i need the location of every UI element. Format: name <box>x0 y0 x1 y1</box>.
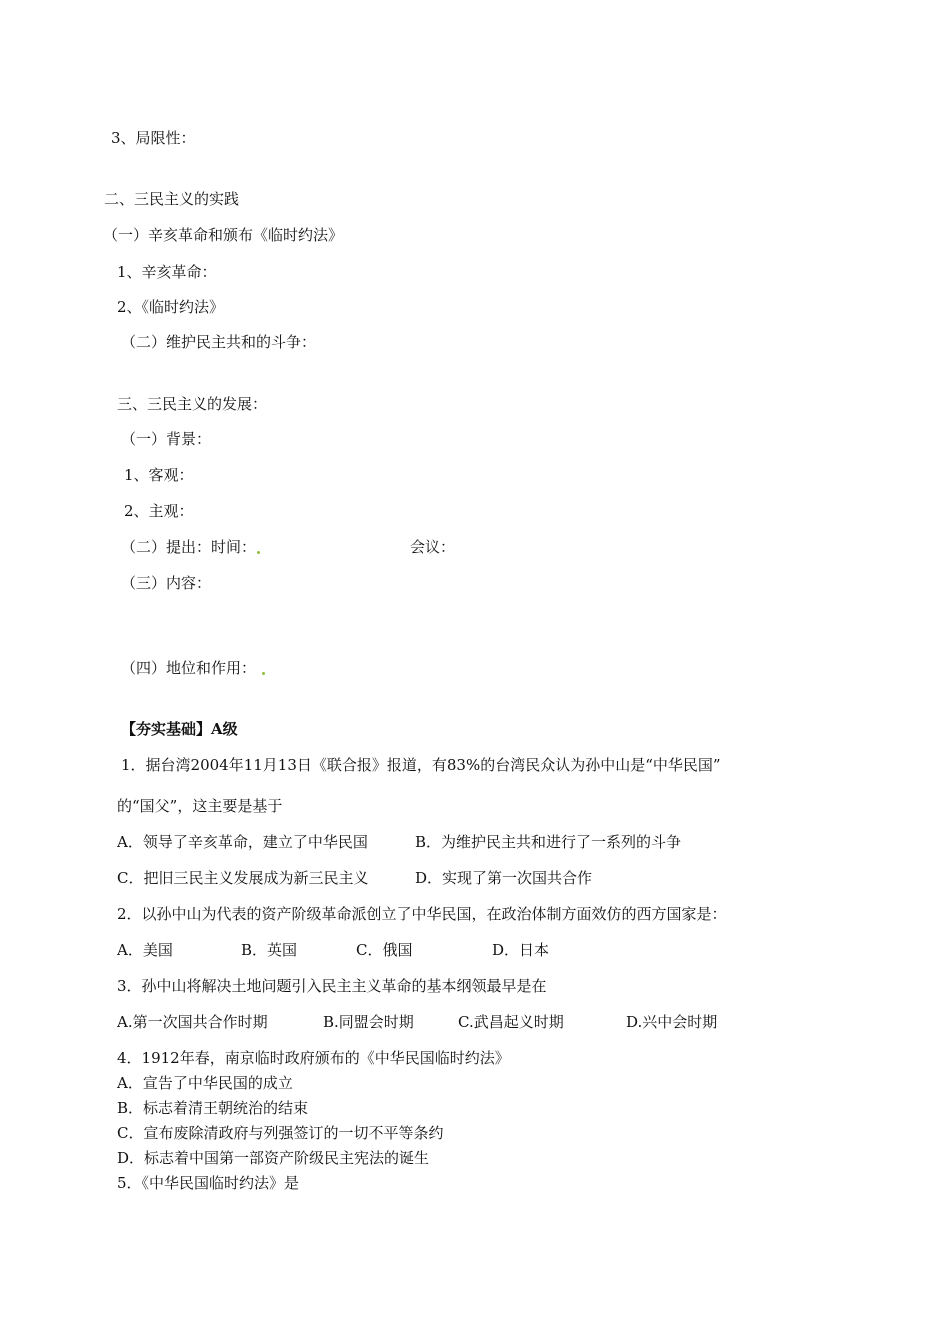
question-3-option-a: A.第一次国共合作时期 <box>117 1013 268 1031</box>
outline-content: （三）内容： <box>121 574 212 592</box>
question-1-option-a: A．领导了辛亥革命，建立了中华民国 <box>117 833 368 851</box>
question-3-option-b: B.同盟会时期 <box>323 1013 414 1031</box>
ink-dot <box>257 551 260 554</box>
question-5: 5．《中华民国临时约法》是 <box>117 1174 300 1192</box>
outline-subsection-1: （一）辛亥革命和颁布《临时约法》 <box>103 226 344 244</box>
question-1-option-d: D．实现了第一次国共合作 <box>415 869 593 887</box>
question-2-option-a: A．美国 <box>117 941 173 959</box>
outline-item-xinhai: 1、辛亥革命： <box>117 263 217 281</box>
question-1-line-1: 1．据台湾2004年11月13日《联合报》报道，有83%的台湾民众认为孙中山是“中华民国” <box>121 756 721 774</box>
ink-dot <box>262 672 265 675</box>
question-2-option-c: C．俄国 <box>356 941 413 959</box>
outline-proposal-meeting: 会议： <box>410 538 456 556</box>
outline-status-role <box>121 658 266 678</box>
question-3-option-c: C.武昌起义时期 <box>458 1013 564 1031</box>
question-2: 2．以孙中山为代表的资产阶级革命派创立了中华民国，在政治体制方面效仿的西方国家是： <box>117 905 727 923</box>
outline-objective: 1、客观： <box>124 466 194 484</box>
question-4-option-b: B．标志着清王朝统治的结束 <box>117 1099 309 1117</box>
question-4-option-c: C．宣布废除清政府与列强签订的一切不平等条约 <box>117 1124 444 1142</box>
outline-subsection-2: （二）维护民主共和的斗争： <box>121 333 317 351</box>
outline-subjective: 2、主观： <box>124 502 194 520</box>
question-4-option-d: D．标志着中国第一部资产阶级民主宪法的诞生 <box>117 1149 430 1167</box>
question-4-option-a: A．宣告了中华民国的成立 <box>117 1074 293 1092</box>
outline-item-provisional-constitution: 2、《临时约法》 <box>117 298 225 316</box>
question-4: 4．1912年春，南京临时政府颁布的《中华民国临时约法》 <box>117 1049 510 1067</box>
status-role-label: （四）地位和作用： <box>121 659 257 677</box>
outline-section-3-heading: 三、三民主义的发展： <box>117 395 268 413</box>
question-2-option-b: B．英国 <box>241 941 298 959</box>
question-3: 3．孙中山将解决土地问题引入民主主义革命的基本纲领最早是在 <box>117 977 547 995</box>
question-3-option-d: D.兴中会时期 <box>626 1013 718 1031</box>
question-1-option-c: C．把旧三民主义发展成为新三民主义 <box>117 869 369 887</box>
proposal-time-label: （二）提出：时间： <box>121 538 257 556</box>
question-1-option-b: B．为维护民主共和进行了一系列的斗争 <box>415 833 682 851</box>
exercise-heading: 【夯实基础】A级 <box>121 720 238 738</box>
outline-section-2-heading: 二、三民主义的实践 <box>104 190 240 208</box>
outline-proposal-time <box>121 537 261 557</box>
outline-limitations: 3、局限性： <box>111 129 196 147</box>
question-1-line-2: 的“国父”，这主要是基于 <box>117 797 283 815</box>
outline-background: （一）背景： <box>121 430 212 448</box>
question-2-option-d: D．日本 <box>492 941 550 959</box>
